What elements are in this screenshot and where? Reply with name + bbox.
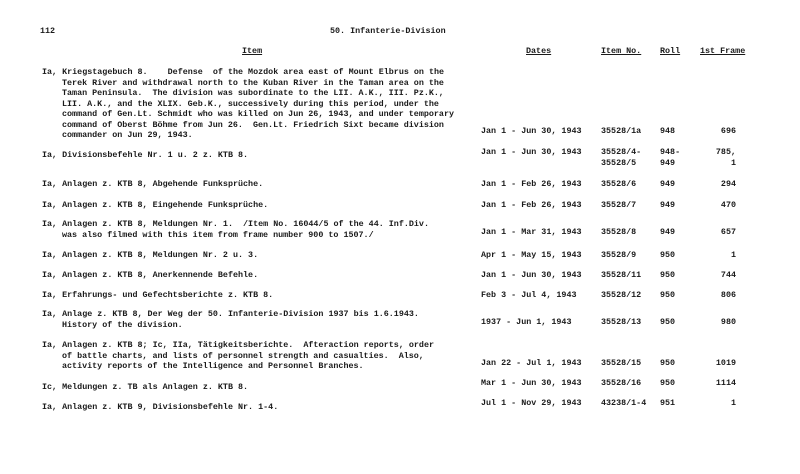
item-number-cell <box>601 227 636 238</box>
first-frame-cell <box>731 250 736 261</box>
first-frame-cell-line: 806 <box>720 290 736 300</box>
page-number: 112 <box>40 26 56 36</box>
item-number-cell-line: 43238/1-4 <box>601 398 647 408</box>
first-frame-cell <box>716 147 736 168</box>
dates-cell-line: Apr 1 - May 15, 1943 <box>481 250 582 260</box>
dates-cell <box>481 126 582 137</box>
item-number-cell-line: 35528/1a <box>601 126 642 136</box>
item-description-line: Ia, Kriegstagebuch 8. Defense of the Mozdok area east of Mount Elbrus on the <box>42 67 445 77</box>
first-frame-cell-line: 470 <box>720 200 736 210</box>
item-number-cell-line: 35528/4- <box>601 147 642 157</box>
item-number-cell <box>601 147 641 168</box>
roll-cell-line: 951 <box>660 398 676 408</box>
item-number-cell <box>601 179 636 190</box>
item-description-line: LII. A.K., and the XLIX. Geb.K., successively during this period, under the <box>62 98 439 109</box>
dates-cell <box>481 147 582 158</box>
roll-cell-line: 950 <box>660 270 676 280</box>
first-frame-cell <box>721 200 736 211</box>
dates-cell-line: Jan 1 - Feb 26, 1943 <box>481 179 582 189</box>
first-frame-cell-line: 294 <box>720 179 736 189</box>
item-description-line: Ic, Meldungen z. TB als Anlagen z. KTB 8. <box>42 382 249 392</box>
dates-cell <box>481 378 582 389</box>
roll-cell <box>660 227 675 238</box>
item-number-cell-line: 35528/15 <box>601 358 642 368</box>
roll-cell-line: 950 <box>660 317 676 327</box>
item-number-cell <box>601 200 636 211</box>
item-number-cell <box>601 270 641 281</box>
item-description-line: Ia, Anlagen z. KTB 8, Meldungen Nr. 2 u. 3. <box>42 250 259 260</box>
item-description-line: command of Oberst Böhme from Jun 26. Gen.Lt. Friedrich Sixt became division <box>62 119 444 130</box>
item-description <box>42 67 454 141</box>
item-description-line: Ia, Erfahrungs- und Gefechtsberichte z. KTB 8. <box>42 290 274 300</box>
item-number-cell <box>601 398 646 409</box>
first-frame-cell <box>721 179 736 190</box>
roll-cell-line: 950 <box>660 290 676 300</box>
item-number-cell <box>601 378 641 389</box>
first-frame-cell-line: 1 <box>730 398 736 408</box>
item-number-cell-line: 35528/12 <box>601 290 642 300</box>
item-number-cell-line: 35528/8 <box>601 227 637 237</box>
roll-cell <box>660 200 675 211</box>
item-number-cell <box>601 358 641 369</box>
dates-cell-line: Jan 1 - Mar 31, 1943 <box>481 227 582 237</box>
dates-cell <box>481 270 582 281</box>
column-header-item-no: Item No. <box>601 46 642 56</box>
column-header-item: Item <box>242 46 263 56</box>
item-description <box>42 402 278 413</box>
item-number-cell-line: 35528/7 <box>601 200 637 210</box>
dates-cell-line: Feb 3 - Jul 4, 1943 <box>481 290 577 300</box>
dates-cell-line: Jan 1 - Feb 26, 1943 <box>481 200 582 210</box>
item-number-cell-line: 35528/9 <box>601 250 637 260</box>
roll-cell <box>660 270 675 281</box>
first-frame-cell-line: 1 <box>730 157 736 168</box>
roll-cell <box>660 378 675 389</box>
column-header-roll: Roll <box>660 46 681 56</box>
dates-cell-line: Jul 1 - Nov 29, 1943 <box>481 398 582 408</box>
item-number-cell <box>601 317 641 328</box>
item-description <box>42 309 419 330</box>
item-description-line: Taman Peninsula. The division was subordinate to the LII. A.K., III. Pz.K., <box>62 88 444 98</box>
item-description-line: Ia, Anlagen z. KTB 8, Anerkennende Befehle. <box>42 270 259 280</box>
column-header-first-frame: 1st Frame <box>700 46 746 56</box>
first-frame-cell-line: 744 <box>720 270 736 280</box>
item-description-line: Ia, Anlagen z. KTB 8, Abgehende Funksprüche. <box>42 179 264 189</box>
item-description <box>42 219 429 240</box>
item-description-line: command of Gen.Lt. Schmidt who was killed on Jun 26, 1943, and under temporary <box>62 109 455 119</box>
item-description-line: Ia, Divisionsbefehle Nr. 1 u. 2 z. KTB 8. <box>42 150 249 160</box>
item-number-cell-line: 35528/13 <box>601 317 642 327</box>
item-number-cell-line: 35528/11 <box>601 270 642 280</box>
item-description-line: History of the division. <box>62 319 183 330</box>
first-frame-cell-line: 1114 <box>715 378 736 388</box>
roll-cell <box>660 358 675 369</box>
item-description <box>42 340 434 372</box>
item-description-line: Ia, Anlagen z. KTB 8; Ic, IIa, Tätigkeitsberichte. Afteraction reports, order <box>42 340 435 350</box>
roll-cell <box>660 147 680 168</box>
first-frame-cell <box>721 290 736 301</box>
first-frame-cell-line: 785, <box>715 147 736 157</box>
first-frame-cell-line: 1 <box>730 250 736 260</box>
item-description-line: Terek River and withdrawal north to the Kuban River in the Taman area on the <box>62 77 444 88</box>
dates-cell-line: Jan 1 - Jun 30, 1943 <box>481 126 582 136</box>
roll-cell-line: 948- <box>660 147 681 157</box>
item-description-line: Ia, Anlage z. KTB 8, Der Weg der 50. Infanterie-Division 1937 bis 1.6.1943. <box>42 309 419 319</box>
dates-cell-line: Jan 1 - Jun 30, 1943 <box>481 147 582 157</box>
roll-cell-line: 949 <box>660 179 676 189</box>
dates-cell <box>481 227 582 238</box>
first-frame-cell <box>716 358 736 369</box>
dates-cell <box>481 398 582 409</box>
dates-cell-line: Jan 1 - Jun 30, 1943 <box>481 270 582 280</box>
item-number-cell <box>601 250 636 261</box>
item-description-line: was also filmed with this item from frame number 900 to 1507./ <box>62 229 374 240</box>
item-description-line: of battle charts, and lists of personnel strength and casualties. Also, <box>62 350 424 361</box>
item-description <box>42 270 258 281</box>
roll-cell-line: 949 <box>660 227 676 237</box>
item-description-line: Ia, Anlagen z. KTB 8, Meldungen Nr. 1. /Item No. 16044/5 of the 44. Inf.Div. <box>42 219 429 229</box>
item-description-line: commander on Jun 29, 1943. <box>62 130 193 140</box>
first-frame-cell <box>721 317 736 328</box>
dates-cell <box>481 179 582 190</box>
dates-cell-line: Jan 22 - Jul 1, 1943 <box>481 358 582 368</box>
item-number-cell <box>601 126 641 137</box>
roll-cell-line: 950 <box>660 358 676 368</box>
dates-cell <box>481 317 571 328</box>
column-header-dates: Dates <box>526 46 552 56</box>
roll-cell <box>660 126 675 137</box>
dates-cell <box>481 200 582 211</box>
dates-cell <box>481 250 582 261</box>
roll-cell <box>660 398 675 409</box>
first-frame-cell <box>716 378 736 389</box>
first-frame-cell <box>721 270 736 281</box>
roll-cell <box>660 317 675 328</box>
item-description <box>42 250 258 261</box>
page-title: 50. Infanterie-Division <box>330 26 446 36</box>
item-description-line: Ia, Anlagen z. KTB 9, Divisionsbefehle Nr. 1-4. <box>42 402 279 412</box>
item-description <box>42 179 263 190</box>
roll-cell-line: 948 <box>660 126 676 136</box>
item-number-cell <box>601 290 641 301</box>
item-description <box>42 200 268 211</box>
dates-cell-line: 1937 - Jun 1, 1943 <box>481 317 572 327</box>
item-description <box>42 382 248 393</box>
roll-cell-line: 950 <box>660 250 676 260</box>
first-frame-cell-line: 657 <box>720 227 736 237</box>
item-description <box>42 150 248 161</box>
first-frame-cell-line: 1019 <box>715 358 736 368</box>
dates-cell <box>481 358 582 369</box>
roll-cell-line: 949 <box>660 200 676 210</box>
item-number-cell-line: 35528/6 <box>601 179 637 189</box>
roll-cell-line: 950 <box>660 378 676 388</box>
first-frame-cell <box>721 227 736 238</box>
roll-cell <box>660 179 675 190</box>
roll-cell <box>660 250 675 261</box>
item-number-cell-line: 35528/16 <box>601 378 642 388</box>
item-description-line: Ia, Anlagen z. KTB 8, Eingehende Funksprüche. <box>42 200 269 210</box>
first-frame-cell <box>721 126 736 137</box>
item-description <box>42 290 273 301</box>
first-frame-cell-line: 980 <box>720 317 736 327</box>
item-number-cell-line: 35528/5 <box>601 157 637 168</box>
first-frame-cell-line: 696 <box>720 126 736 136</box>
dates-cell-line: Mar 1 - Jun 30, 1943 <box>481 378 582 388</box>
item-description-line: activity reports of the Intelligence and Personnel Branches. <box>62 361 364 371</box>
dates-cell <box>481 290 577 301</box>
roll-cell-line: 949 <box>660 157 676 168</box>
first-frame-cell <box>731 398 736 409</box>
roll-cell <box>660 290 675 301</box>
